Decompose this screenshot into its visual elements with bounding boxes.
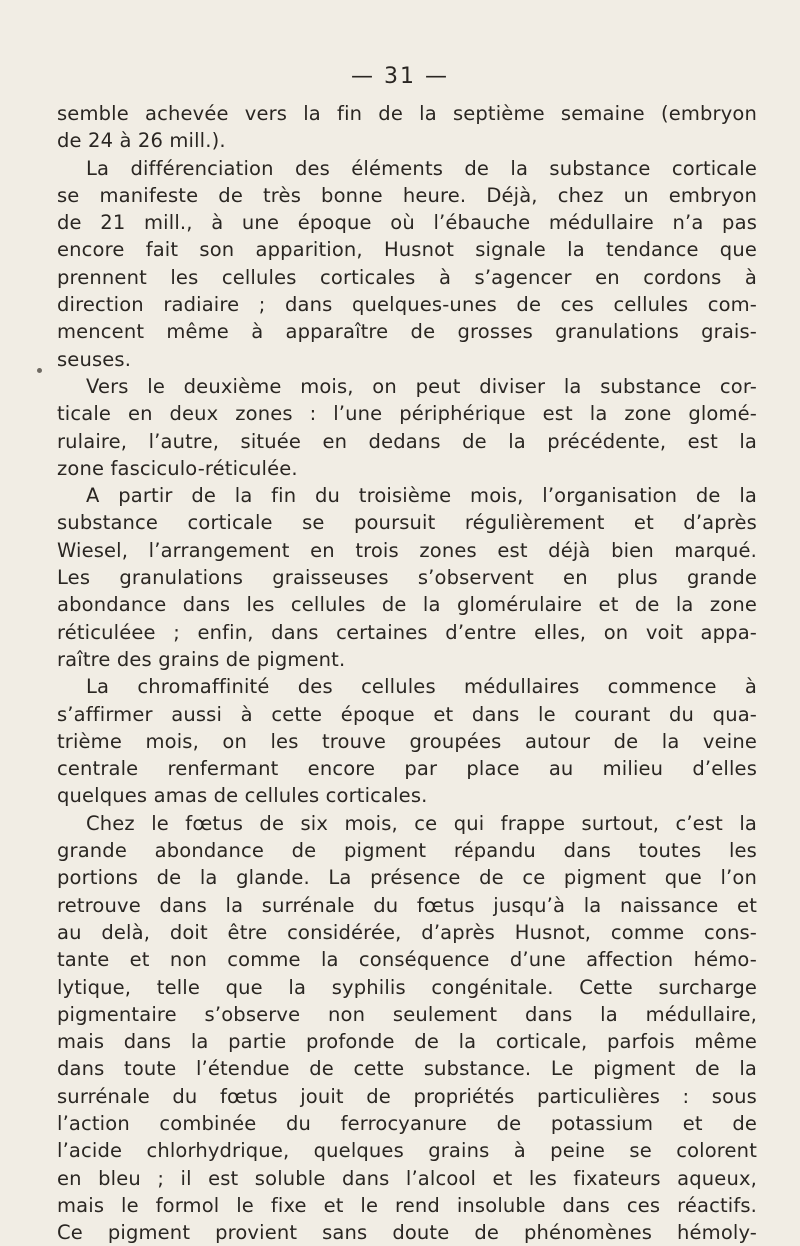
- text-line: rulaire, l’autre, située en dedans de la précédente, est la: [57, 429, 757, 453]
- text-line: mais le formol le fixe et le rend insoluble dans ces réactifs.: [57, 1193, 757, 1217]
- text-line: trième mois, on les trouve groupées autour de la veine: [57, 729, 757, 753]
- text-line: dans toute l’étendue de cette substance. Le pigment de la: [57, 1057, 757, 1081]
- text-line: en bleu ; il est soluble dans l’alcool et les fixateurs aqueux,: [57, 1166, 757, 1190]
- text-line: mencent même à apparaître de grosses granulations grais-: [57, 320, 757, 344]
- text-line: s’affirmer aussi à cette époque et dans le courant du qua-: [57, 702, 757, 726]
- text-line: quelques amas de cellules corticales.: [57, 784, 428, 808]
- text-line: direction radiaire ; dans quelques-unes de ces cellules com-: [57, 293, 757, 317]
- text-line: Ce pigment provient sans doute de phénomènes hémoly-: [57, 1221, 757, 1245]
- text-line: seuses.: [57, 347, 132, 371]
- text-line: prennent les cellules corticales à s’agencer en cordons à: [57, 265, 757, 289]
- text-line: A partir de la fin du troisième mois, l’organisation de la: [86, 484, 757, 508]
- text-line: l’acide chlorhydrique, quelques grains à peine se colorent: [57, 1139, 757, 1163]
- text-line: Chez le fœtus de six mois, ce qui frappe surtout, c’est la: [86, 811, 757, 835]
- text-line: mais dans la partie profonde de la corticale, parfois même: [57, 1030, 757, 1054]
- text-line: au delà, doit être considérée, d’après Husnot, comme cons-: [57, 920, 757, 944]
- page-number: — 31 —: [351, 64, 449, 89]
- text-line: Wiesel, l’arrangement en trois zones est déjà bien marqué.: [57, 538, 757, 562]
- text-line: zone fasciculo-réticulée.: [57, 456, 298, 480]
- body-text: [57, 100, 757, 1246]
- text-line: grande abondance de pigment répandu dans toutes les: [57, 839, 757, 863]
- text-line: réticuléee ; enfin, dans certaines d’entre elles, on voit appa-: [57, 620, 757, 644]
- text-line: Les granulations graisseuses s’observent en plus grande: [57, 566, 757, 590]
- text-line: ticale en deux zones : l’une périphérique est la zone glomé-: [57, 402, 757, 426]
- text-line: semble achevée vers la fin de la septième semaine (embryon: [57, 102, 757, 125]
- text-line: raître des grains de pigment.: [57, 647, 346, 671]
- text-line: surrénale du fœtus jouit de propriétés particulières : sous: [57, 1084, 757, 1108]
- text-line: pigmentaire s’observe non seulement dans la médullaire,: [57, 1002, 757, 1026]
- text-line: tante et non comme la conséquence d’une affection hémo-: [57, 948, 757, 972]
- text-line: portions de la glande. La présence de ce pigment que l’on: [57, 866, 757, 890]
- text-line: La chromaffinité des cellules médullaires commence à: [86, 675, 757, 699]
- text-line: abondance dans les cellules de la glomérulaire et de la zone: [57, 593, 757, 617]
- text-line: La différenciation des éléments de la substance corticale: [86, 156, 757, 180]
- text-line: de 21 mill., à une époque où l’ébauche médullaire n’a pas: [57, 211, 757, 235]
- margin-dot: [37, 368, 42, 373]
- text-line: se manifeste de très bonne heure. Déjà, chez un embryon: [57, 183, 757, 207]
- text-line: lytique, telle que la syphilis congénitale. Cette surcharge: [57, 975, 757, 999]
- text-line: retrouve dans la surrénale du fœtus jusqu’à la naissance et: [57, 893, 757, 917]
- text-line: de 24 à 26 mill.).: [57, 129, 226, 153]
- text-line: substance corticale se poursuit régulièrement et d’après: [57, 511, 757, 535]
- text-line: Vers le deuxième mois, on peut diviser la substance cor-: [86, 374, 757, 398]
- text-line: centrale renfermant encore par place au milieu d’elles: [57, 757, 757, 781]
- text-line: encore fait son apparition, Husnot signale la tendance que: [57, 238, 757, 262]
- text-line: l’action combinée du ferrocyanure de potassium et de: [57, 1111, 757, 1135]
